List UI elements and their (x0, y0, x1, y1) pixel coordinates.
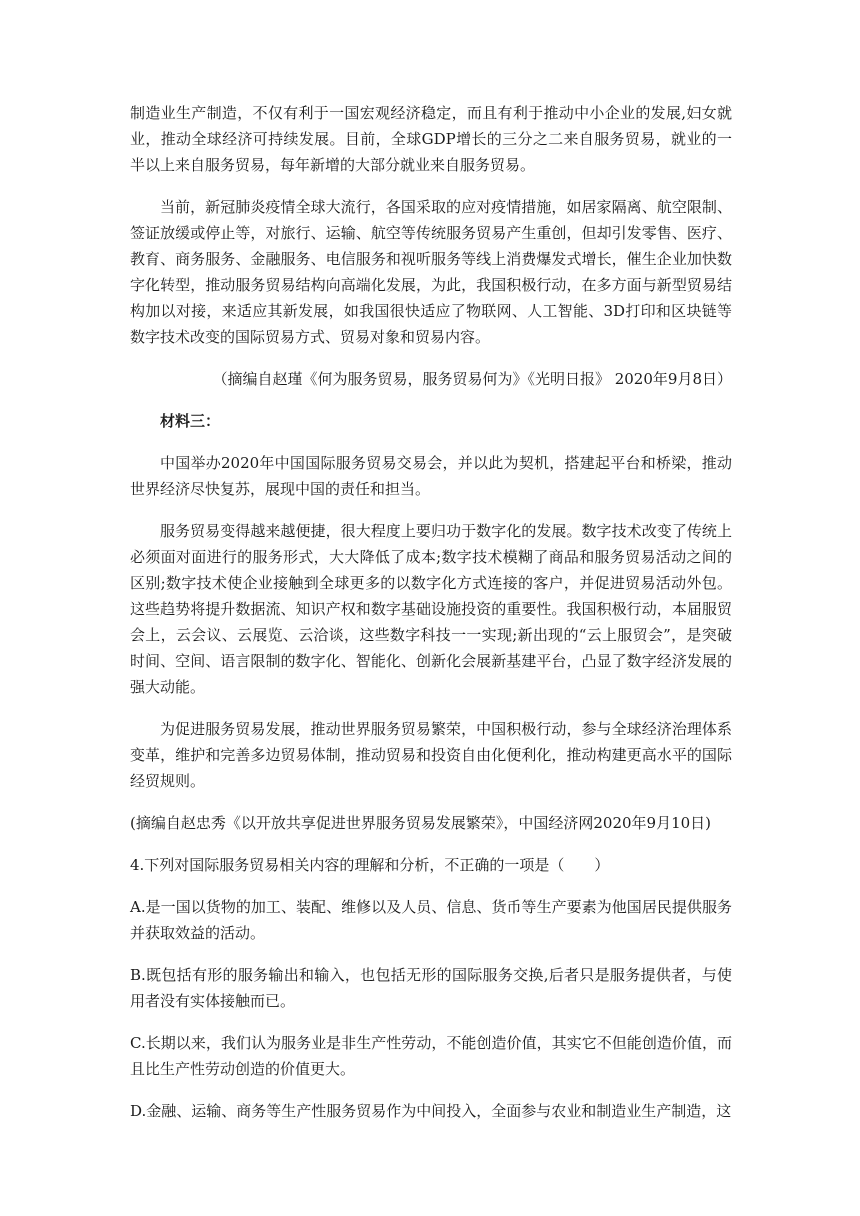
paragraph-m3-2: 服务贸易变得越来越便捷，很大程度上要归功于数字化的发展。数字技术改变了传统上必须面对面进行的服务形式，大大降低了成本;数字技术模糊了商品和服务贸易活动之间的区别;数字技术使企业接触到全球更多的以数字化方式连接的客户，并促进贸易活动外包。这些趋势将提升数据流、知识产权和数字基础设施投资的重要性。我国积极行动，本届服贸会上，云会议、云展览、云洽谈，这些数字科技一一实现;新出现的“云上服贸会”，是突破时间、空间、语言限制的数字化、智能化、创新化会展新基建平台，凸显了数字经济发展的强大动能。 (130, 522, 732, 696)
option-a: A.是一国以货物的加工、装配、维修以及人员、信息、货币等生产要素为他国居民提供服务并获取效益的活动。 (130, 898, 732, 942)
option-c: C.长期以来，我们认为服务业是非生产性劳动，不能创造价值，其实它不但能创造价值，而且比生产性劳动创造的价值更大。 (130, 1034, 732, 1078)
paragraph-m3-3: 为促进服务贸易发展，推动世界服务贸易繁荣，中国积极行动，参与全球经济治理体系变革，维护和完善多边贸易体制，推动贸易和投资自由化便利化，推动构建更高水平的国际经贸规则。 (130, 720, 732, 790)
option-b: B.既包括有形的服务输出和输入，也包括无形的国际服务交换,后者只是服务提供者，与使用者没有实体接触而已。 (130, 966, 732, 1010)
material-three-heading: 材料三： (160, 412, 221, 430)
option-d: D.金融、运输、商务等生产性服务贸易作为中间投入，全面参与农业和制造业生产制造，这 (130, 1102, 732, 1120)
source-citation-2: (摘编自赵忠秀《以开放共享促进世界服务贸易发展繁荣》，中国经济网2020年9月10日) (130, 814, 712, 832)
paragraph-continued: 制造业生产制造，不仅有利于一国宏观经济稳定，而且有利于推动中小企业的发展,妇女就业，推动全球经济可持续发展。目前，全球GDP增长的三分之二来自服务贸易，就业的一半以上来自服务贸易，每年新增的大部分就业来自服务贸易。 (130, 104, 732, 174)
question-stem: 4.下列对国际服务贸易相关内容的理解和分析，不正确的一项是（ ） (130, 856, 610, 874)
paragraph-m3-1: 中国举办2020年中国国际服务贸易交易会，并以此为契机，搭建起平台和桥梁，推动世界经济尽快复苏，展现中国的责任和担当。 (130, 454, 732, 498)
paragraph-covid-impact: 当前，新冠肺炎疫情全球大流行，各国采取的应对疫情措施，如居家隔离、航空限制、签证放缓或停止等，对旅行、运输、航空等传统服务贸易产生重创，但却引发零售、医疗、教育、商务服务、金融服务、电信服务和视听服务等线上消费爆发式增长，催生企业加快数字化转型，推动服务贸易结构向高端化发展，为此，我国积极行动，在多方面与新型贸易结构加以对接，来适应其新发展，如我国很快适应了物联网、人工智能、3D打印和区块链等数字技术改变的国际贸易方式、贸易对象和贸易内容。 (130, 198, 732, 346)
source-citation-1: （摘编自赵瑾《何为服务贸易，服务贸易何为》《光明日报》 2020年9月8日） (212, 370, 732, 388)
